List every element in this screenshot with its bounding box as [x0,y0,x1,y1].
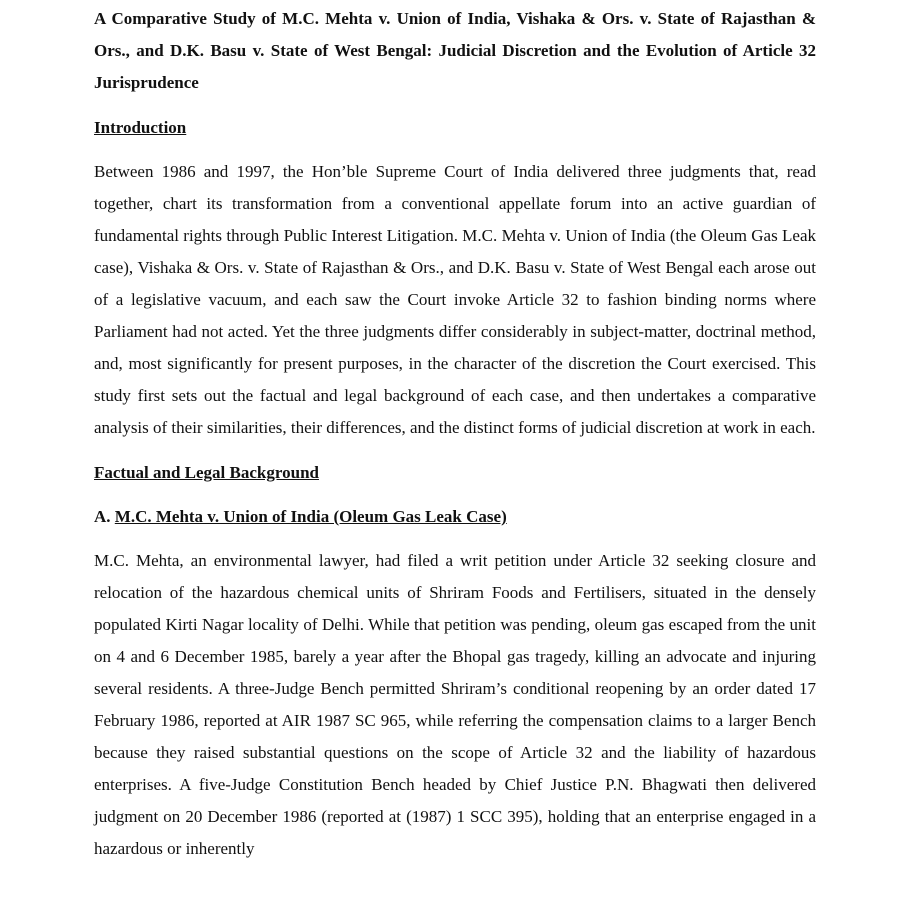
document-page [94,3,816,865]
introduction-heading: Introduction [94,118,187,137]
background-heading: Factual and Legal Background [94,463,319,482]
section-a-title: M.C. Mehta v. Union of India (Oleum Gas Leak Case) [114,507,507,526]
section-a-paragraph: M.C. Mehta, an environmental lawyer, had filed a writ petition under Article 32 seeking closure and relocation of the hazardous chemical units of Shriram Foods and Fertilisers, situated in the densely populated Kirti Nagar locality of Delhi. While that petition was pending, oleum gas escaped from the unit on 4 and 6 December 1985, barely a year after the Bhopal gas tragedy, killing an advocate and injuring several residents. A three-Judge Bench permitted Shriram’s conditional reopening by an order dated 17 February 1986, reported at AIR 1987 SC 965, while referring the compensation claims to a larger Bench because they raised substantial questions on the scope of Article 32 and the liability of hazardous enterprises. A five-Judge Constitution Bench headed by Chief Justice P.N. Bhagwati then delivered judgment on 20 December 1986 (reported at (1987) 1 SCC 395), holding that an enterprise engaged in a hazardous or inherently [94,551,816,858]
section-a-heading [94,501,816,533]
introduction-paragraph: Between 1986 and 1997, the Hon’ble Supreme Court of India delivered three judgments that, read together, chart its transformation from a conventional appellate forum into an active guardian of fundamental rights through Public Interest Litigation. M.C. Mehta v. Union of India (the Oleum Gas Leak case), Vishaka & Ors. v. State of Rajasthan & Ors., and D.K. Basu v. State of West Bengal each arose out of a legislative vacuum, and each saw the Court invoke Article 32 to fashion binding norms where Parliament had not acted. Yet the three judgments differ considerably in subject-matter, doctrinal method, and, most significantly for present purposes, in the character of the discretion the Court exercised. This study first sets out the factual and legal background of each case, and then undertakes a comparative analysis of their similarities, their differences, and the distinct forms of judicial discretion at work in each. [94,162,816,437]
document-title: A Comparative Study of M.C. Mehta v. Union of India, Vishaka & Ors. v. State of Rajasthan & Ors., and D.K. Basu v. State of West Bengal: Judicial Discretion and the Evolution of Article 32 Jurisprudence [94,9,816,92]
section-a-marker: A. [94,507,115,526]
